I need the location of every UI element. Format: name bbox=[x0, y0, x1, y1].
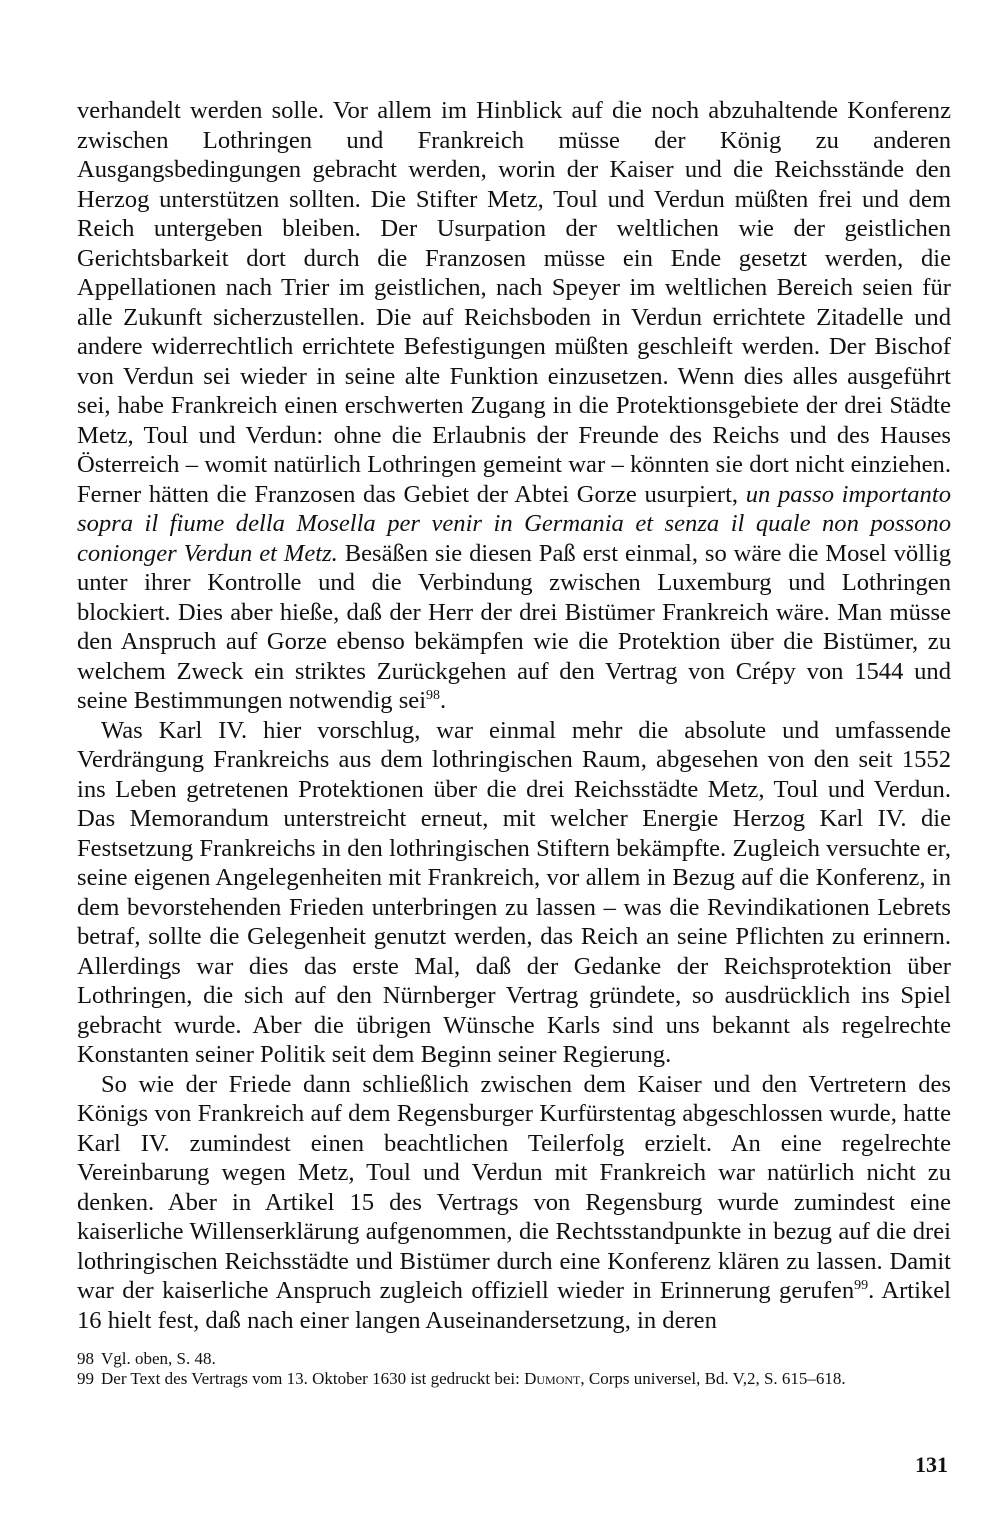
footnote-99 bbox=[77, 1369, 951, 1389]
paragraph-1-text-a: verhandelt werden solle. Vor allem im Hinblick auf die noch abzuhaltende Konferenz zwischen Lothringen und Frankreich müsse der König zu anderen Ausgangsbedingungen gebracht werden, worin der Kaiser und die Reichsstände den Herzog unterstützen sollten. Die Stifter Metz, Toul und Verdun müßten frei und dem Reich untergeben bleiben. Der Usurpation der weltlichen wie der geistlichen Gerichtsbarkeit dort durch die Franzosen müsse ein Ende gesetzt werden, die Appellationen nach Trier im geistlichen, nach Speyer im weltlichen Bereich seien für alle Zukunft sicherzustellen. Die auf Reichsboden in Verdun errichtete Zitadelle und andere widerrechtlich errichtete Befestigungen müßten geschleift werden. Der Bischof von Verdun sei wieder in seine alte Funktion einzusetzen. Wenn dies alles ausgeführt sei, habe Frankreich einen erschwerten Zugang in die Protektionsgebiete der drei Städte Metz, Toul und Verdun: ohne die Erlaubnis der Freunde des Reichs und des Hauses Österreich – womit natürlich Lothringen gemeint war – könnten sie dort nicht einziehen. Ferner hätten die Franzosen das Gebiet der Abtei Gorze usurpiert, bbox=[77, 97, 951, 508]
paragraph-1-end: . bbox=[440, 687, 447, 714]
paragraph-1-italian-quote: un passo importanto sopra il fiume della Mosella per venir in Germania et senza il quale non possono conionger Verdun et Metz. bbox=[77, 480, 951, 567]
footnote-number: 99 bbox=[77, 1369, 94, 1388]
footnotes bbox=[77, 1349, 951, 1389]
page-body bbox=[77, 96, 951, 1389]
footnote-number: 98 bbox=[77, 1349, 94, 1368]
footnote-ref-98[interactable]: 98 bbox=[426, 687, 441, 703]
footnote-text bbox=[101, 1369, 951, 1389]
footnote-ref-99[interactable]: 99 bbox=[854, 1277, 869, 1293]
paragraph-3-text-a: So wie der Friede dann schließlich zwischen dem Kaiser und den Vertretern des Königs von Frankreich auf dem Regensburger Kurfürstentag abgeschlossen wurde, hatte Karl IV. zumindest einen beachtlichen Teilerfolg erzielt. An eine regelrechte Vereinbarung wegen Metz, Toul und Verdun mit Frankreich war natürlich nicht zu denken. Aber in Artikel 15 des Vertrags von Regensburg wurde zumindest eine kaiserliche Willenserklärung aufgenommen, die Rechtsstandpunkte in bezug auf die drei lothringischen Reichsstädte und Bistümer durch eine Konferenz klären zu lassen. Damit war der kaiserliche Anspruch zugleich offiziell wieder in Erinnerung gerufen bbox=[77, 1070, 951, 1304]
footnote-98 bbox=[77, 1349, 951, 1369]
footnote-text-before: Der Text des Vertrags vom 13. Oktober 1630 ist gedruckt bei: bbox=[101, 1369, 525, 1388]
paragraph-1-text-b: Besäßen sie diesen Paß erst einmal, so wäre die Mosel völlig unter ihrer Kontrolle und die Verbindung zwischen Luxemburg und Lothringen blockiert. Dies aber hieße, daß der Herr der drei Bistümer Frankreich wäre. Man müsse den Anspruch auf Gorze ebenso bekämpfen wie die Protektion über die Bistümer, zu welchem Zweck ein striktes Zurückgehen auf den Vertrag von Crépy von 1544 und seine Bestimmungen notwendig sei bbox=[77, 539, 951, 714]
paragraph-1 bbox=[77, 96, 951, 716]
page-number: 131 bbox=[915, 1452, 948, 1477]
paragraph-2 bbox=[77, 716, 951, 1070]
footnote-text: Vgl. oben, S. 48. bbox=[101, 1349, 216, 1368]
paragraph-3 bbox=[77, 1070, 951, 1336]
paragraph-2-text: Was Karl IV. hier vorschlug, war einmal mehr die absolute und umfassende Verdrängung Frankreichs aus dem lothringischen Raum, abgesehen von den seit 1552 ins Leben getretenen Protektionen über die drei Reichsstädte Metz, Toul und Verdun. Das Memorandum unterstreicht erneut, mit welcher Energie Herzog Karl IV. die Festsetzung Frankreichs in den lothringischen Stiftern bekämpfte. Zugleich versuchte er, seine eigenen Angelegenheiten mit Frankreich, vor allem in Bezug auf die Konferenz, in dem bevorstehenden Frieden unterbringen zu lassen – was die Revindikationen Lebrets betraf, sollte die Gelegenheit genutzt werden, das Reich an seine Pflichten zu erinnern. Allerdings war dies das erste Mal, daß der Gedanke der Reichsprotektion über Lothringen, die sich auf den Nürnberger Vertrag gründete, so ausdrücklich ins Spiel gebracht wurde. Aber die übrigen Wünsche Karls sind uns bekannt als regelrechte Konstanten seiner Politik seit dem Beginn seiner Regierung. bbox=[77, 716, 951, 1068]
footnote-text-after: , Corps universel, Bd. V,2, S. 615–618. bbox=[580, 1369, 846, 1388]
paragraph-3-text-b: . Artikel 16 hielt fest, daß nach einer langen Auseinandersetzung, in deren bbox=[77, 1277, 951, 1334]
footnote-author: Dumont bbox=[524, 1369, 581, 1388]
